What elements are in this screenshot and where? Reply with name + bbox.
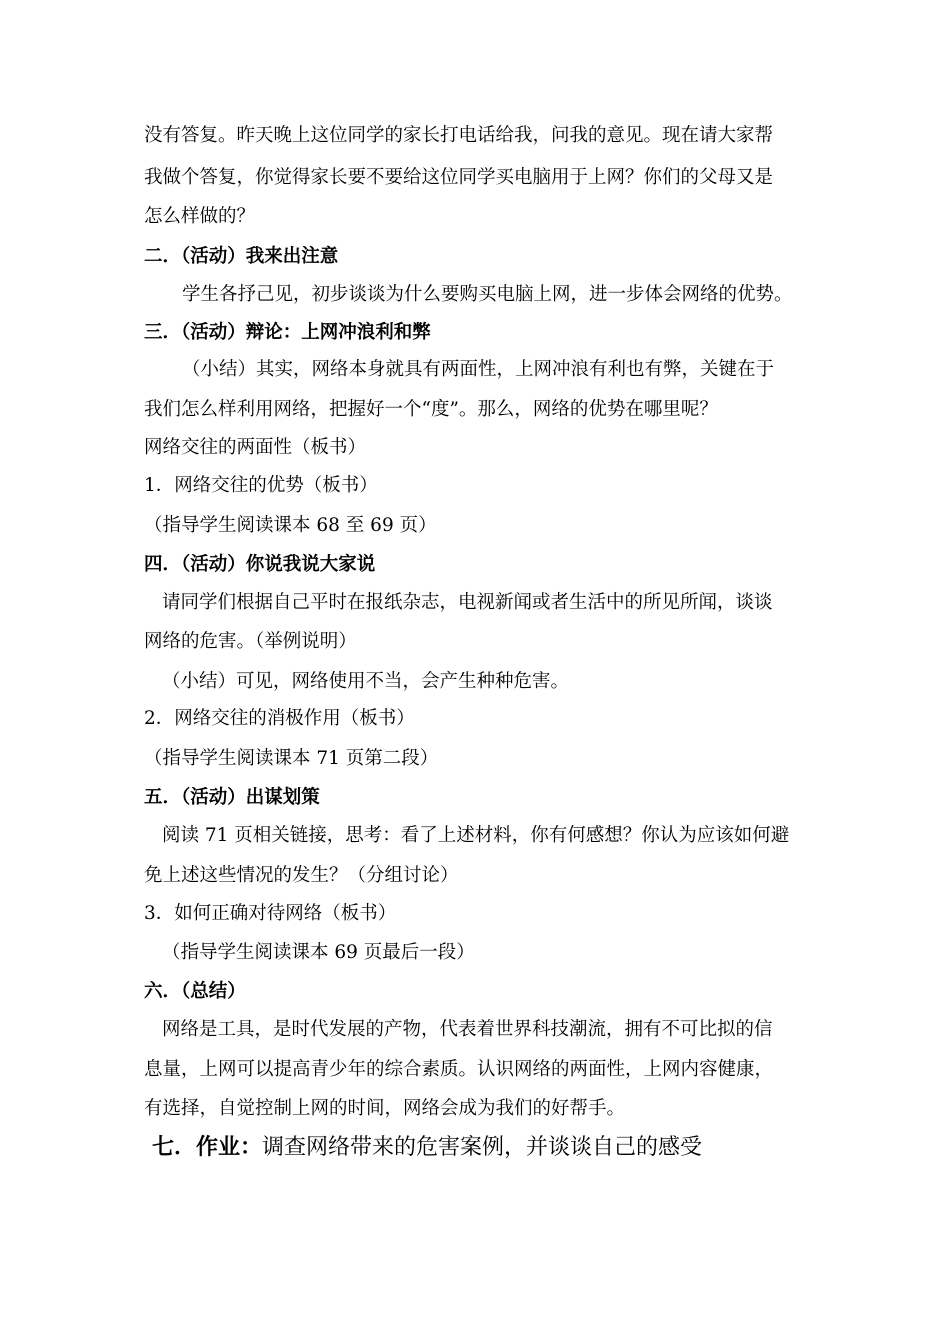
homework-body: 调查网络带来的危害案例，并谈谈自己的感受 (262, 1135, 703, 1160)
board-item-3: 3．如何正确对待网络（板书） (144, 903, 397, 924)
section-2-body: 学生各抒己见，初步谈谈为什么要购买电脑上网，进一步体会网络的优势。 (182, 284, 793, 305)
intro-line-2: 我做个答复，你觉得家长要不要给这位同学买电脑用于上网？你们的父母又是 (144, 167, 774, 188)
section-3-heading: 三．（活动）辩论：上网冲浪利和弊 (144, 322, 431, 343)
section-3-summary-line-1: （小结）其实，网络本身就具有两面性，上网冲浪有利也有弊，关键在于 (182, 359, 775, 380)
section-5-heading: 五．（活动）出谋划策 (144, 787, 320, 808)
section-6-heading: 六．（总结） (144, 981, 246, 1002)
section-3-summary-line-2: 我们怎么样利用网络，把握好一个“度”。那么，网络的优势在哪里呢？ (144, 399, 718, 420)
homework-line (152, 1133, 702, 1162)
intro-line-1: 没有答复。昨天晚上这位同学的家长打电话给我，问我的意见。现在请大家帮 (144, 125, 774, 146)
section-6-body-line-2: 息量，上网可以提高青少年的综合素质。认识网络的两面性，上网内容健康， (144, 1059, 774, 1080)
guide-1: （指导学生阅读课本 68 至 69 页） (144, 515, 437, 536)
guide-3: （指导学生阅读课本 69 页最后一段） (162, 942, 475, 963)
section-4-body-line-2: 网络的危害。（举例说明） (144, 631, 357, 652)
section-6-body-line-1: 网络是工具，是时代发展的产物，代表着世界科技潮流，拥有不可比拟的信 (162, 1019, 773, 1040)
guide-2: （指导学生阅读课本 71 页第二段） (144, 748, 439, 769)
section-2-heading: 二．（活动）我来出注意 (144, 246, 339, 267)
board-item-2: 2．网络交往的消极作用（板书） (144, 708, 415, 729)
section-4-heading: 四．（活动）你说我说大家说 (144, 554, 376, 575)
section-6-body-line-3: 有选择，自觉控制上网的时间，网络会成为我们的好帮手。 (144, 1098, 626, 1119)
board-item-1: 1．网络交往的优势（板书） (144, 475, 378, 496)
board-title: 网络交往的两面性（板书） (144, 437, 367, 458)
intro-line-3: 怎么样做的？ (144, 206, 256, 227)
section-5-body-line-1: 阅读 71 页相关链接，思考：看了上述材料，你有何感想？你认为应该如何避 (162, 825, 790, 846)
homework-label: 七．作业： (152, 1134, 263, 1160)
section-4-body-line-1: 请同学们根据自己平时在报纸杂志，电视新闻或者生活中的所见所闻，谈谈 (162, 592, 773, 613)
section-4-summary: （小结）可见，网络使用不当，会产生种种危害。 (162, 671, 570, 692)
section-5-body-line-2: 免上述这些情况的发生？（分组讨论） (144, 865, 459, 886)
